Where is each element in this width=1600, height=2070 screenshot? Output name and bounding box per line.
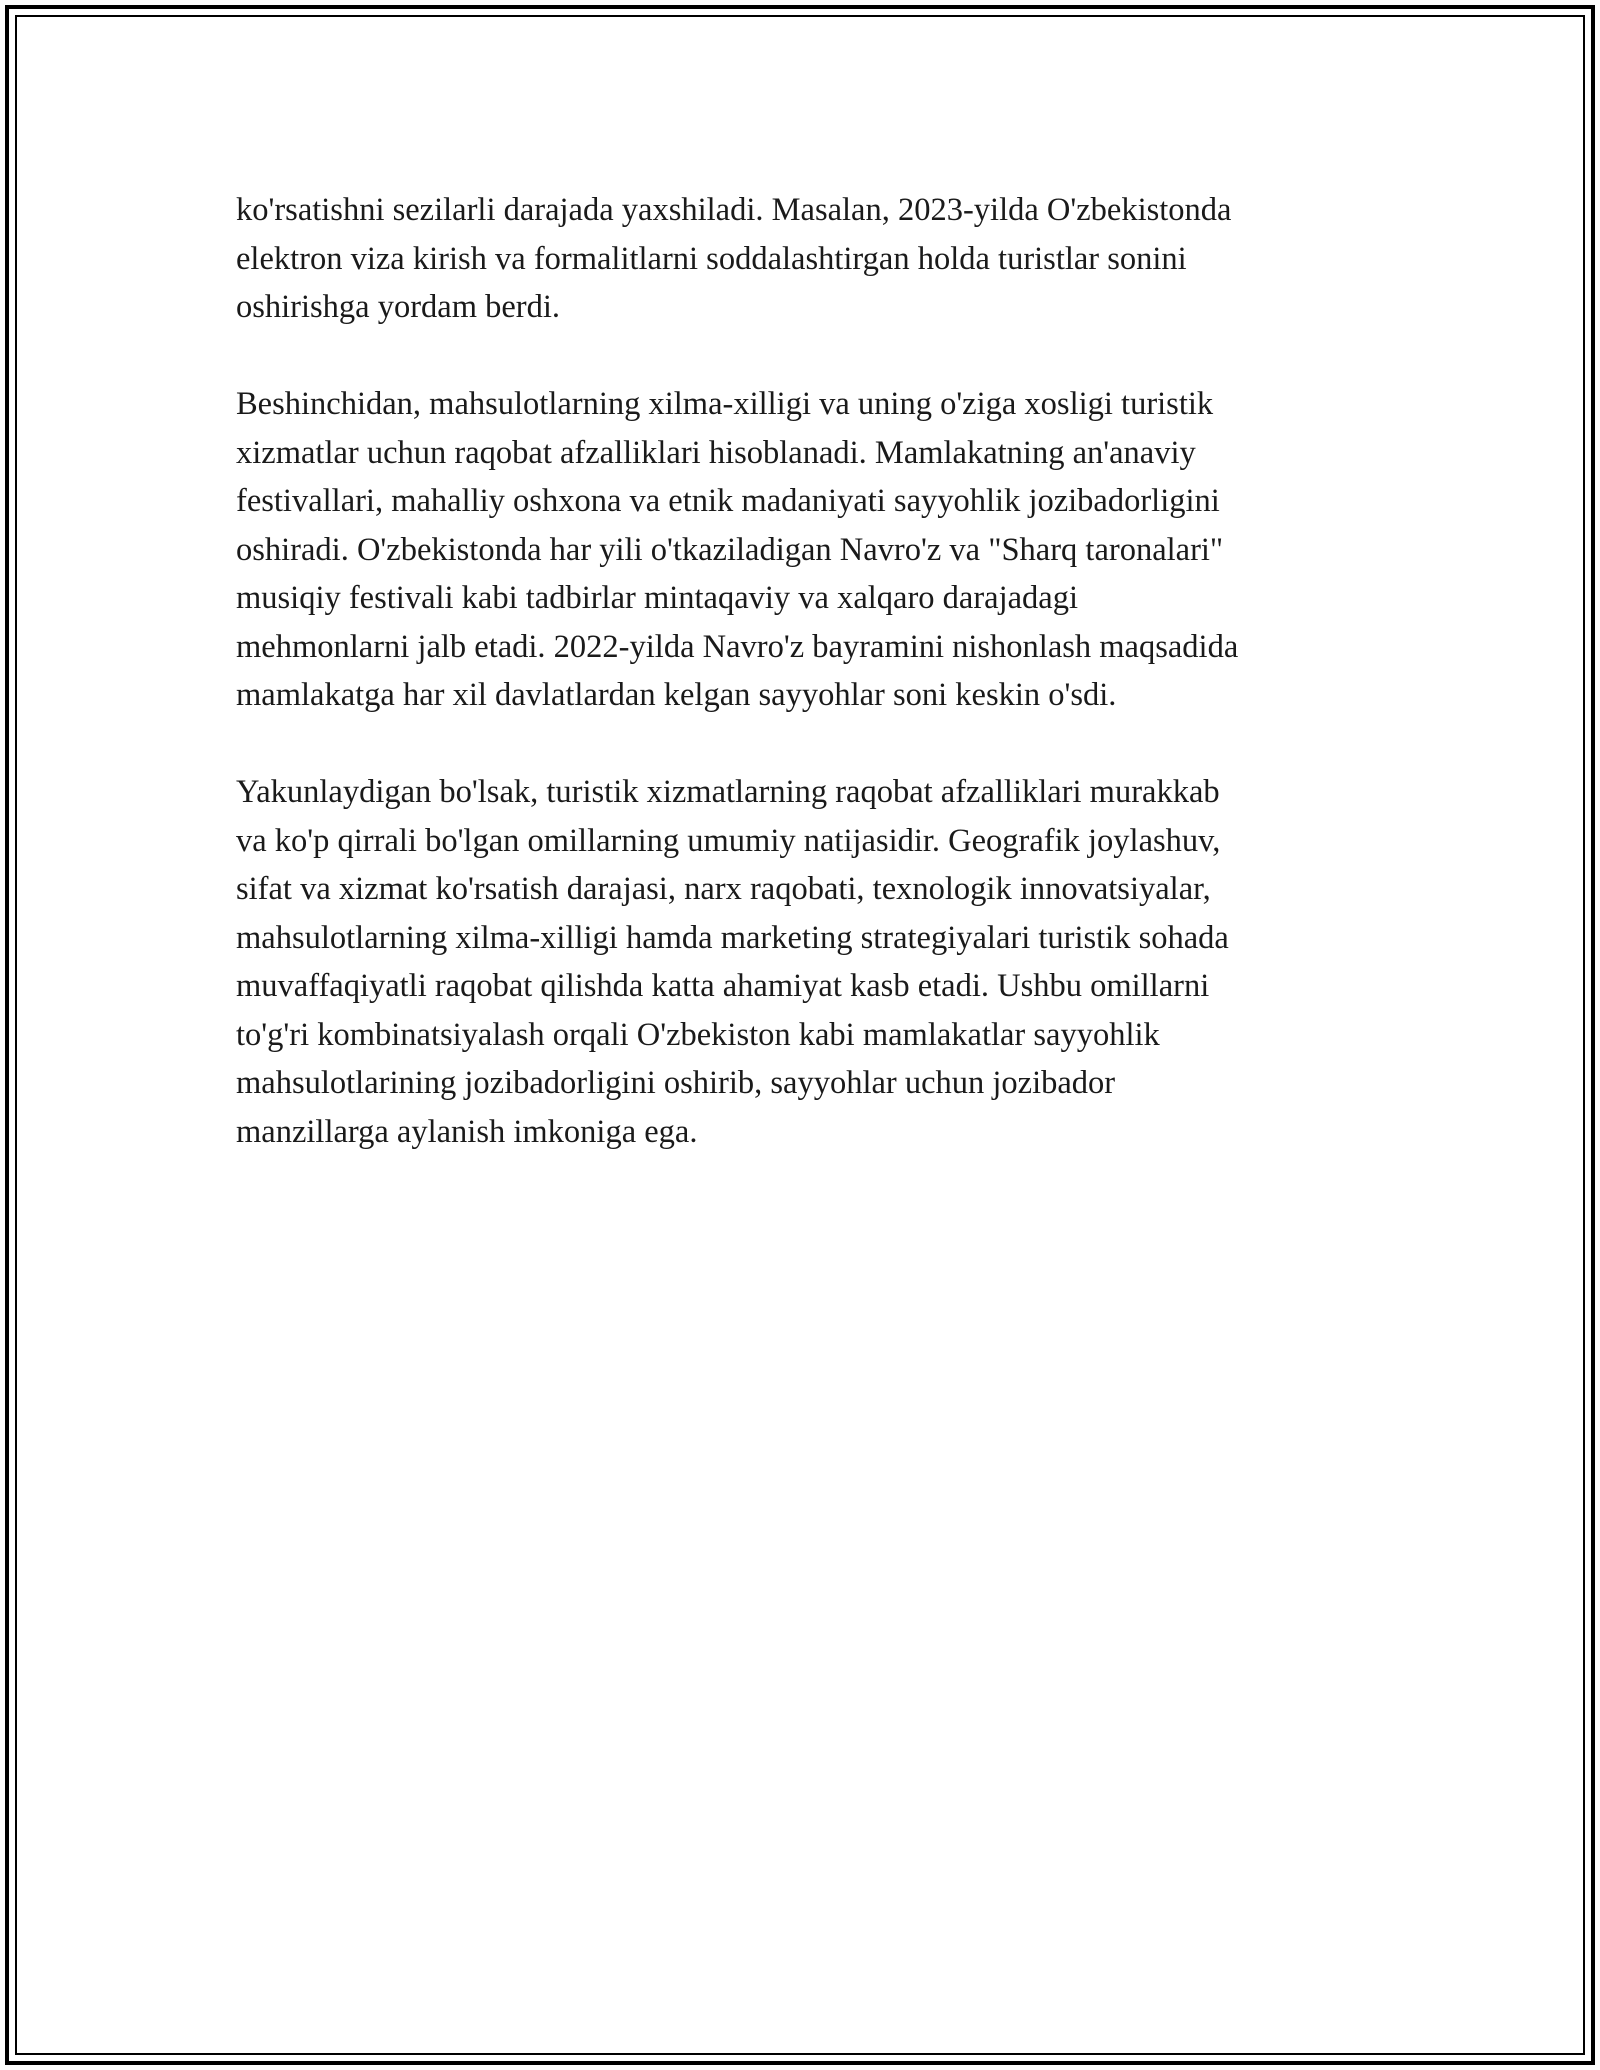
document-body [236,186,1386,1205]
text-line: va ko'p qirrali bo'lgan omillarning umumiy natijasidir. Geografik joylashuv, [236,822,1221,859]
text-line: Yakunlaydigan bo'lsak, turistik xizmatlarning raqobat afzalliklari murakkab [236,774,1220,810]
paragraph-2 [236,380,1386,720]
text-line: muvaffaqiyatli raqobat qilishda katta ahamiyat kasb etadi. Ushbu omillarni [236,968,1210,1004]
text-line: to'g'ri kombinatsiyalash orqali O'zbekiston kabi mamlakatlar sayyohlik [236,1016,1160,1053]
paragraph-1 [236,186,1386,332]
text-line: musiqiy festivali kabi tadbirlar mintaqaviy va xalqaro darajadagi [236,580,1079,616]
text-line: ko'rsatishni sezilarli darajada yaxshiladi. Masalan, 2023-yilda O'zbekistonda [236,192,1232,228]
text-line: mamlakatga har xil davlatlardan kelgan sayyohlar soni keskin o'sdi. [236,677,1117,713]
text-line: mahsulotlarining jozibadorligini oshirib, sayyohlar uchun jozibador [236,1065,1116,1101]
text-line: Beshinchidan, mahsulotlarning xilma-xilligi va uning o'ziga xosligi turistik [236,386,1214,422]
text-line: oshirishga yordam berdi. [236,289,561,325]
text-line: manzillarga aylanish imkoniga ega. [236,1113,698,1150]
text-line: xizmatlar uchun raqobat afzalliklari hisoblanadi. Mamlakatning an'anaviy [236,434,1196,471]
text-line: sifat va xizmat ko'rsatish darajasi, narx raqobati, texnologik innovatsiyalar, [236,871,1211,907]
text-line: oshiradi. O'zbekistonda har yili o'tkaziladigan Navro'z va "Sharq taronalari" [236,531,1224,568]
text-line: mahsulotlarning xilma-xilligi hamda marketing strategiyalari turistik sohada [236,919,1229,956]
text-line: elektron viza kirish va formalitlarni soddalashtirgan holda turistlar sonini [236,240,1187,277]
text-line: festivallari, mahalliy oshxona va etnik madaniyati sayyohlik jozibadorligini [236,483,1220,519]
text-line: mehmonlarni jalb etadi. 2022-yilda Navro'z bayramini nishonlash maqsadida [236,628,1239,665]
paragraph-3 [236,768,1386,1156]
